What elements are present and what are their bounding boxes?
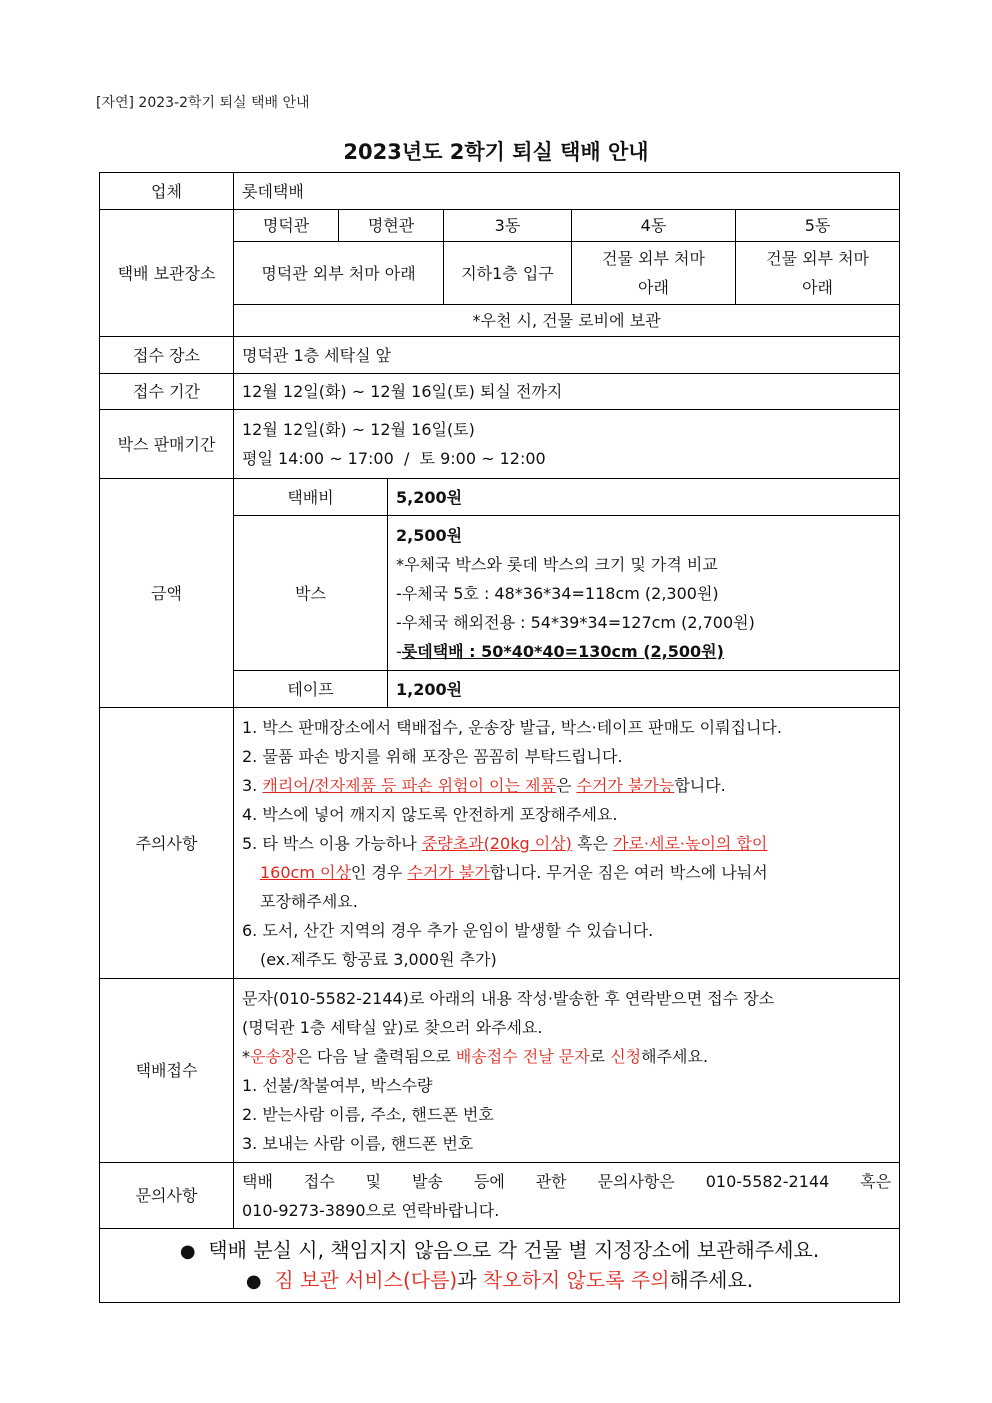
box-sale-label: 박스 판매기간 xyxy=(100,410,234,479)
cautions-row xyxy=(100,708,900,979)
bullet-icon: ● xyxy=(179,1240,196,1262)
caution-4: 4. 박스에 넣어 깨지지 않도록 안전하게 포장해주세요. xyxy=(242,804,618,824)
box-post-intl: -우체국 해외전용 : 54*39*34=127cm (2,700원) xyxy=(396,612,755,632)
box-sale-dates: 12월 12일(화) ~ 12월 16일(토) xyxy=(242,420,475,439)
reception-place-label: 접수 장소 xyxy=(100,337,234,374)
inquiry-line-1: 택배 접수 및 발송 등에 관한 문의사항은 010-5582-2144 혹은 xyxy=(242,1171,892,1191)
storage-label: 택배 보관장소 xyxy=(100,210,234,337)
location-3: 지하1층 입구 xyxy=(444,242,572,305)
delivery-fee-label: 택배비 xyxy=(234,479,388,516)
application-details xyxy=(234,979,900,1163)
box-lotte: -롯데택배 : 50*40*40=130cm (2,500원) xyxy=(396,641,724,661)
delivery-fee-value: 5,200원 xyxy=(388,479,900,516)
box-price-value: 2,500원 xyxy=(396,525,463,545)
document-header: [자연] 2023-2학기 퇴실 택배 안내 xyxy=(96,95,310,111)
info-table xyxy=(99,172,900,1303)
inquiry-row xyxy=(100,1163,900,1229)
company-label: 업체 xyxy=(100,173,234,210)
location-myeongdeok-myeonghyeon: 명덕관 외부 처마 아래 xyxy=(234,242,444,305)
reception-period-row xyxy=(100,374,900,410)
box-sale-row xyxy=(100,410,900,479)
application-line-2: (명덕관 1층 세탁실 앞)로 찾으러 와주세요. xyxy=(242,1017,543,1037)
rain-note: *우천 시, 건물 로비에 보관 xyxy=(234,305,900,337)
caution-5-end: 포장해주세요. xyxy=(260,891,358,911)
reception-period-label: 접수 기간 xyxy=(100,374,234,410)
tape-label: 테이프 xyxy=(234,671,388,708)
caution-1: 1. 박스 판매장소에서 택배접수, 운송장 발급, 박스·테이프 판매도 이뤄집니다. xyxy=(242,717,782,737)
building-4: 4동 xyxy=(572,210,736,242)
footer-line-2: ● 짐 보관 서비스(다름)과 착오하지 않도록 주의해주세요. xyxy=(245,1267,754,1292)
application-item-3: 3. 보내는 사람 이름, 핸드폰 번호 xyxy=(242,1133,474,1153)
reception-period-value: 12월 12일(화) ~ 12월 16일(토) 퇴실 전까지 xyxy=(234,374,900,410)
footer-row xyxy=(100,1229,900,1303)
footer-line-1: ● 택배 분실 시, 책임지지 않음으로 각 건물 별 지정장소에 보관해주세요. xyxy=(179,1237,820,1262)
building-5: 5동 xyxy=(736,210,900,242)
building-3: 3동 xyxy=(444,210,572,242)
caution-5-cont: 160cm 이상인 경우 수거가 불가합니다. 무거운 짐은 여러 박스에 나눠서 xyxy=(260,862,768,882)
cautions-label: 주의사항 xyxy=(100,708,234,979)
box-price-details xyxy=(388,516,900,671)
application-line-3: *운송장은 다음 날 출력됨으로 배송접수 전날 문자로 신청해주세요. xyxy=(242,1046,709,1066)
inquiry-line-2: 010-9273-3890으로 연락바랍니다. xyxy=(242,1200,500,1220)
reception-place-value: 명덕관 1층 세탁실 앞 xyxy=(234,337,900,374)
inquiry-label: 문의사항 xyxy=(100,1163,234,1229)
company-value: 롯데택배 xyxy=(234,173,900,210)
building-myeonghyeon: 명현관 xyxy=(339,210,444,242)
price-delivery-row xyxy=(100,479,900,516)
storage-buildings-row xyxy=(100,210,900,242)
box-price-label: 박스 xyxy=(234,516,388,671)
caution-6-example: (ex.제주도 항공료 3,000원 추가) xyxy=(260,949,497,969)
page-title: 2023년도 2학기 퇴실 택배 안내 xyxy=(343,140,649,164)
application-row xyxy=(100,979,900,1163)
caution-5: 5. 타 박스 이용 가능하나 중량초과(20kg 이상) 혹은 가로·세로·높이의 합이 xyxy=(242,833,768,853)
tape-value: 1,200원 xyxy=(388,671,900,708)
building-myeongdeok: 명덕관 xyxy=(234,210,339,242)
application-label: 택배접수 xyxy=(100,979,234,1163)
caution-6: 6. 도서, 산간 지역의 경우 추가 운임이 발생할 수 있습니다. xyxy=(242,920,654,940)
caution-2: 2. 물품 파손 방지를 위해 포장은 꼼꼼히 부탁드립니다. xyxy=(242,746,623,766)
reception-place-row xyxy=(100,337,900,374)
bullet-icon: ● xyxy=(245,1270,262,1292)
cautions-list xyxy=(234,708,900,979)
inquiry-details xyxy=(234,1163,900,1229)
application-item-2: 2. 받는사람 이름, 주소, 핸드폰 번호 xyxy=(242,1104,494,1124)
caution-3: 3. 캐리어/전자제품 등 파손 위험이 이는 제품은 수거가 불가능합니다. xyxy=(242,775,726,795)
location-5: 건물 외부 처마 아래 xyxy=(736,242,900,305)
footer-notice xyxy=(100,1229,900,1303)
box-compare-note: *우체국 박스와 롯데 박스의 크기 및 가격 비교 xyxy=(396,554,718,574)
price-label: 금액 xyxy=(100,479,234,708)
application-line-1: 문자(010-5582-2144)로 아래의 내용 작성·발송한 후 연락받으면 접수 장소 xyxy=(242,988,775,1008)
box-sale-hours: 평일 14:00 ~ 17:00 / 토 9:00 ~ 12:00 xyxy=(242,449,546,468)
location-4: 건물 외부 처마 아래 xyxy=(572,242,736,305)
company-row xyxy=(100,173,900,210)
box-sale-value xyxy=(234,410,900,479)
box-post-5: -우체국 5호 : 48*36*34=118cm (2,300원) xyxy=(396,583,719,603)
application-item-1: 1. 선불/착불여부, 박스수량 xyxy=(242,1075,433,1095)
